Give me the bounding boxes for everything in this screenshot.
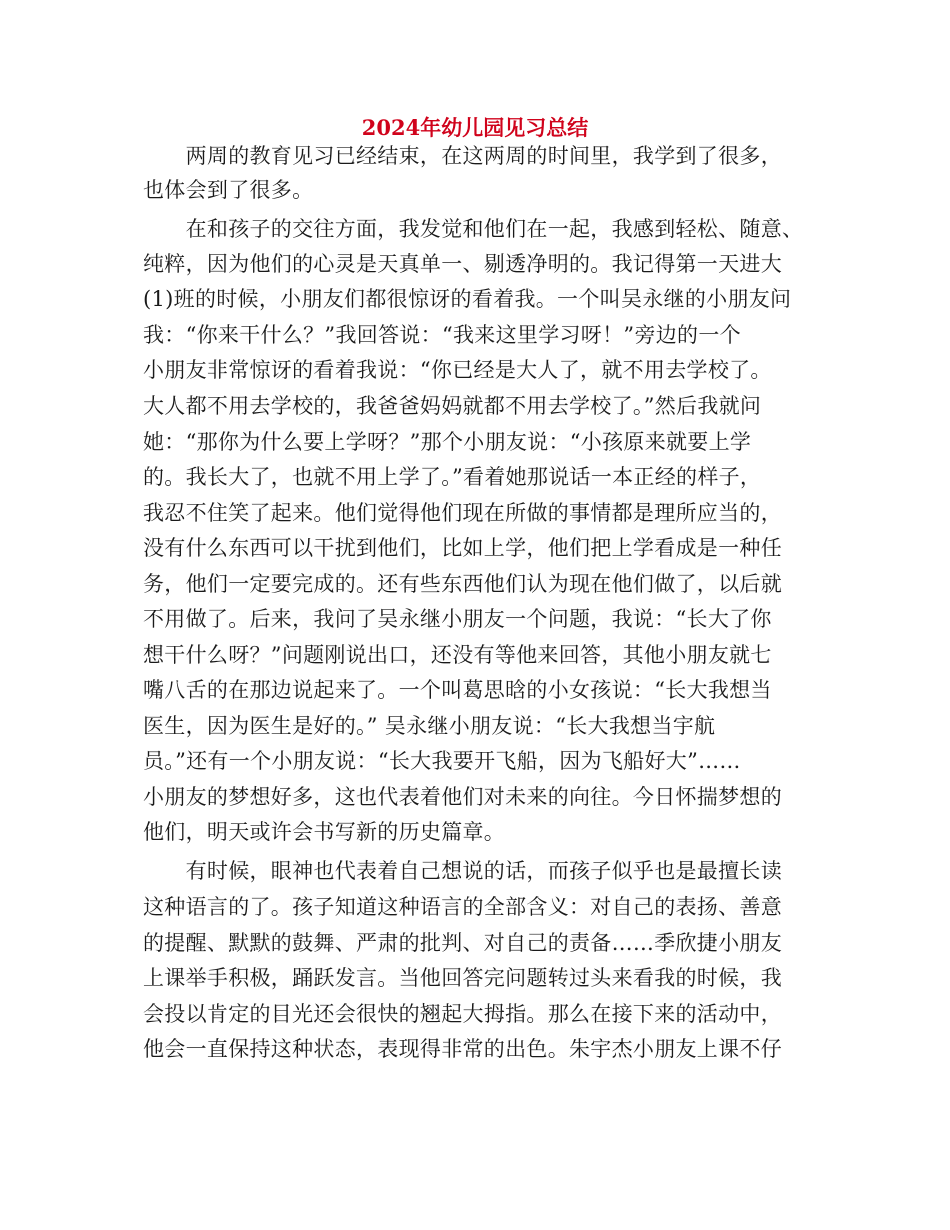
text-line: 纯粹，因为他们的心灵是天真单一、剔透净明的。我记得第一天进大: [143, 252, 782, 276]
text-line: 会投以肯定的目光还会很快的翘起大拇指。那么在接下来的活动中，: [143, 1002, 782, 1026]
text-line: 小朋友的梦想好多，这也代表着他们对未来的向往。今日怀揣梦想的: [143, 785, 782, 809]
text-line: 我：“你来干什么？”我回答说：“我来这里学习呀！”旁边的一个: [143, 323, 741, 347]
text-line: 他会一直保持这种状态，表现得非常的出色。朱宇杰小朋友上课不仔: [143, 1037, 782, 1061]
text-line: 嘴八舌的在那边说起来了。一个叫葛思晗的小女孩说：“长大我想当: [143, 678, 772, 702]
text-line: (1)班的时候，小朋友们都很惊讶的看着我。一个叫吴永继的小朋友问: [143, 287, 792, 311]
text-line: 务，他们一定要完成的。还有些东西他们认为现在他们做了，以后就: [143, 572, 782, 596]
text-line: 没有什么东西可以干扰到他们，比如上学，他们把上学看成是一种任: [143, 536, 782, 560]
text-line: 上课举手积极，踊跃发言。当他回答完问题转过头来看我的时候，我: [143, 966, 782, 990]
text-line: 不用做了。后来，我问了吴永继小朋友一个问题，我说：“长大了你: [143, 607, 772, 631]
text-line: 想干什么呀？”问题刚说出口，还没有等他来回答，其他小朋友就七: [143, 643, 772, 667]
text-line: 的提醒、默默的鼓舞、严肃的批判、对自己的责备……季欣捷小朋友: [143, 931, 782, 955]
text-line: 大人都不用去学校的，我爸爸妈妈就都不用去学校了。”然后我就问: [143, 394, 762, 418]
text-line: 她：“那你为什么要上学呀？”那个小朋友说：“小孩原来就要上学: [143, 430, 752, 454]
text-line: 他们，明天或许会书写新的历史篇章。: [143, 820, 506, 844]
text-line: 在和孩子的交往方面，我发觉和他们在一起，我感到轻松、随意、: [143, 217, 804, 241]
text-line: 的。我长大了，也就不用上学了。”看着她那说话一本正经的样子，: [143, 465, 762, 489]
text-line: 医生，因为医生是好的。” 吴永继小朋友说：“长大我想当宇航: [143, 714, 716, 738]
text-line: 这种语言的了。孩子知道这种语言的全部含义：对自己的表扬、善意: [143, 895, 782, 919]
text-line: 我忍不住笑了起来。他们觉得他们现在所做的事情都是理所应当的，: [143, 501, 782, 525]
text-line: 小朋友非常惊讶的看着我说：“你已经是大人了，就不用去学校了。: [143, 358, 772, 382]
text-line: 员。”还有一个小朋友说：“长大我要开飞船，因为飞船好大”……: [143, 749, 741, 773]
document-title: 2024年幼儿园见习总结: [361, 115, 589, 140]
text-line: 两周的教育见习已经结束，在这两周的时间里，我学到了很多，: [143, 144, 782, 168]
text-line: 有时候，眼神也代表着自己想说的话，而孩子似乎也是最擅长读: [143, 859, 782, 883]
text-line: 也体会到了很多。: [143, 178, 314, 202]
